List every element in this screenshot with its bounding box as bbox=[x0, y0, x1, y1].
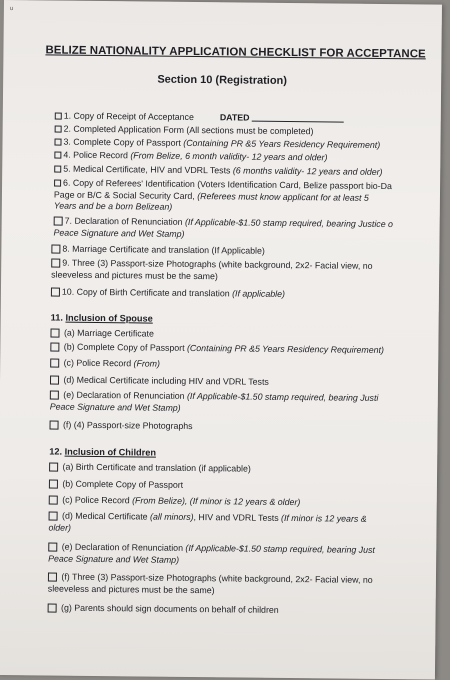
checklist-item-3: 3. Complete Copy of Passport (Containing PR &5 Years Residency Requirement) bbox=[54, 136, 434, 152]
section-11-heading: 11. Inclusion of Spouse bbox=[50, 312, 153, 324]
checkbox-icon[interactable] bbox=[50, 329, 59, 338]
checkbox-icon[interactable] bbox=[50, 421, 59, 430]
children-item-c: (c) Police Record (From Belize), (If minor is 12 years & older) bbox=[49, 493, 429, 509]
checklist-item-2: 2. Completed Application Form (All sections must be completed) bbox=[55, 123, 435, 139]
checkbox-icon[interactable] bbox=[50, 376, 59, 385]
checkbox-icon[interactable] bbox=[51, 288, 60, 297]
date-line bbox=[251, 121, 343, 123]
checkbox-icon[interactable] bbox=[50, 343, 59, 352]
spouse-item-e: (e) Declaration of Renunciation (If Applicable-$1.50 stamp required, bearing Justi Peace Signature and Wet Stamp) bbox=[49, 389, 379, 413]
spouse-item-b: (b) Complete Copy of Passport (Containing PR &5 Years Residency Requirement) bbox=[50, 341, 430, 357]
children-item-d: (d) Medical Certificate (all minors), HIV and VDRL Tests (If minor is 12 years & older) bbox=[48, 510, 367, 533]
spouse-item-c: (c) Police Record (From) bbox=[50, 357, 430, 373]
checkbox-icon[interactable] bbox=[50, 359, 59, 368]
document-title: BELIZE NATIONALITY APPLICATION CHECKLIST FOR ACCEPTANCE bbox=[45, 44, 426, 61]
checkbox-icon[interactable] bbox=[55, 126, 62, 133]
checkbox-icon[interactable] bbox=[54, 166, 61, 173]
spouse-item-f: (f) (4) Passport-size Photographs bbox=[49, 419, 429, 435]
checkbox-icon[interactable] bbox=[49, 462, 58, 471]
corner-mark: u bbox=[9, 6, 14, 13]
checklist-item-9: 9. Three (3) Passport-size Photographs (white background, 2x2- Facial view, no sleeveless and pictures must be the same) bbox=[51, 257, 373, 281]
spouse-item-d: (d) Medical Certificate including HIV and VDRL Tests bbox=[50, 374, 430, 390]
section-subtitle: Section 10 (Registration) bbox=[157, 73, 288, 87]
checkbox-icon[interactable] bbox=[55, 113, 62, 120]
checkbox-icon[interactable] bbox=[54, 217, 63, 226]
checklist-item-8: 8. Marriage Certificate and translation (If Applicable) bbox=[51, 243, 431, 259]
checkbox-icon[interactable] bbox=[48, 603, 57, 612]
checkbox-icon[interactable] bbox=[49, 511, 58, 520]
checkbox-icon[interactable] bbox=[50, 391, 59, 400]
children-item-g: (g) Parents should sign documents on behalf of children bbox=[48, 601, 428, 617]
checkbox-icon[interactable] bbox=[49, 479, 58, 488]
checklist-item-7: 7. Declaration of Renunciation (If Applicable-$1.50 stamp required, bearing Justice o Peace Signature and Wet Stamp) bbox=[53, 215, 394, 239]
children-item-e: (e) Declaration of Renunciation (If Applicable-$1.50 stamp required, bearing Just Peace Signature and Wet Stamp) bbox=[48, 541, 375, 565]
checkbox-icon[interactable] bbox=[48, 542, 57, 551]
checkbox-icon[interactable] bbox=[54, 180, 61, 187]
checklist-item-10: 10. Copy of Birth Certificate and translation (If applicable) bbox=[51, 286, 431, 302]
checklist-item-4: 4. Police Record (From Belize, 6 month validity- 12 years and older) bbox=[54, 149, 434, 165]
checkbox-icon[interactable] bbox=[48, 572, 57, 581]
children-item-b: (b) Complete Copy of Passport bbox=[49, 477, 429, 493]
checkbox-icon[interactable] bbox=[51, 259, 60, 268]
children-item-a: (a) Birth Certificate and translation (if applicable) bbox=[49, 460, 429, 476]
section-12-heading: 12. Inclusion of Children bbox=[49, 446, 157, 458]
spouse-item-a: (a) Marriage Certificate bbox=[50, 327, 430, 343]
checkbox-icon[interactable] bbox=[49, 495, 58, 504]
checklist-item-5: 5. Medical Certificate, HIV and VDRL Tests (6 months validity- 12 years and older) bbox=[54, 163, 434, 179]
children-item-f: (f) Three (3) Passport-size Photographs (white background, 2x2- Facial view, no sleeveless and pictures must be the same) bbox=[47, 571, 373, 596]
checkbox-icon[interactable] bbox=[54, 139, 61, 146]
checklist-item-6: 6. Copy of Referees' Identification (Voters Identification Card, Belize passport bio-Da Page or B/C & Social Security Card, (Referees must know applicant for at least 5 Years and be a born Belizean) bbox=[53, 177, 392, 212]
checkbox-icon[interactable] bbox=[54, 152, 61, 159]
checkbox-icon[interactable] bbox=[51, 245, 60, 254]
checklist-item-1: 1. Copy of Receipt of Acceptance DATED bbox=[55, 110, 435, 126]
